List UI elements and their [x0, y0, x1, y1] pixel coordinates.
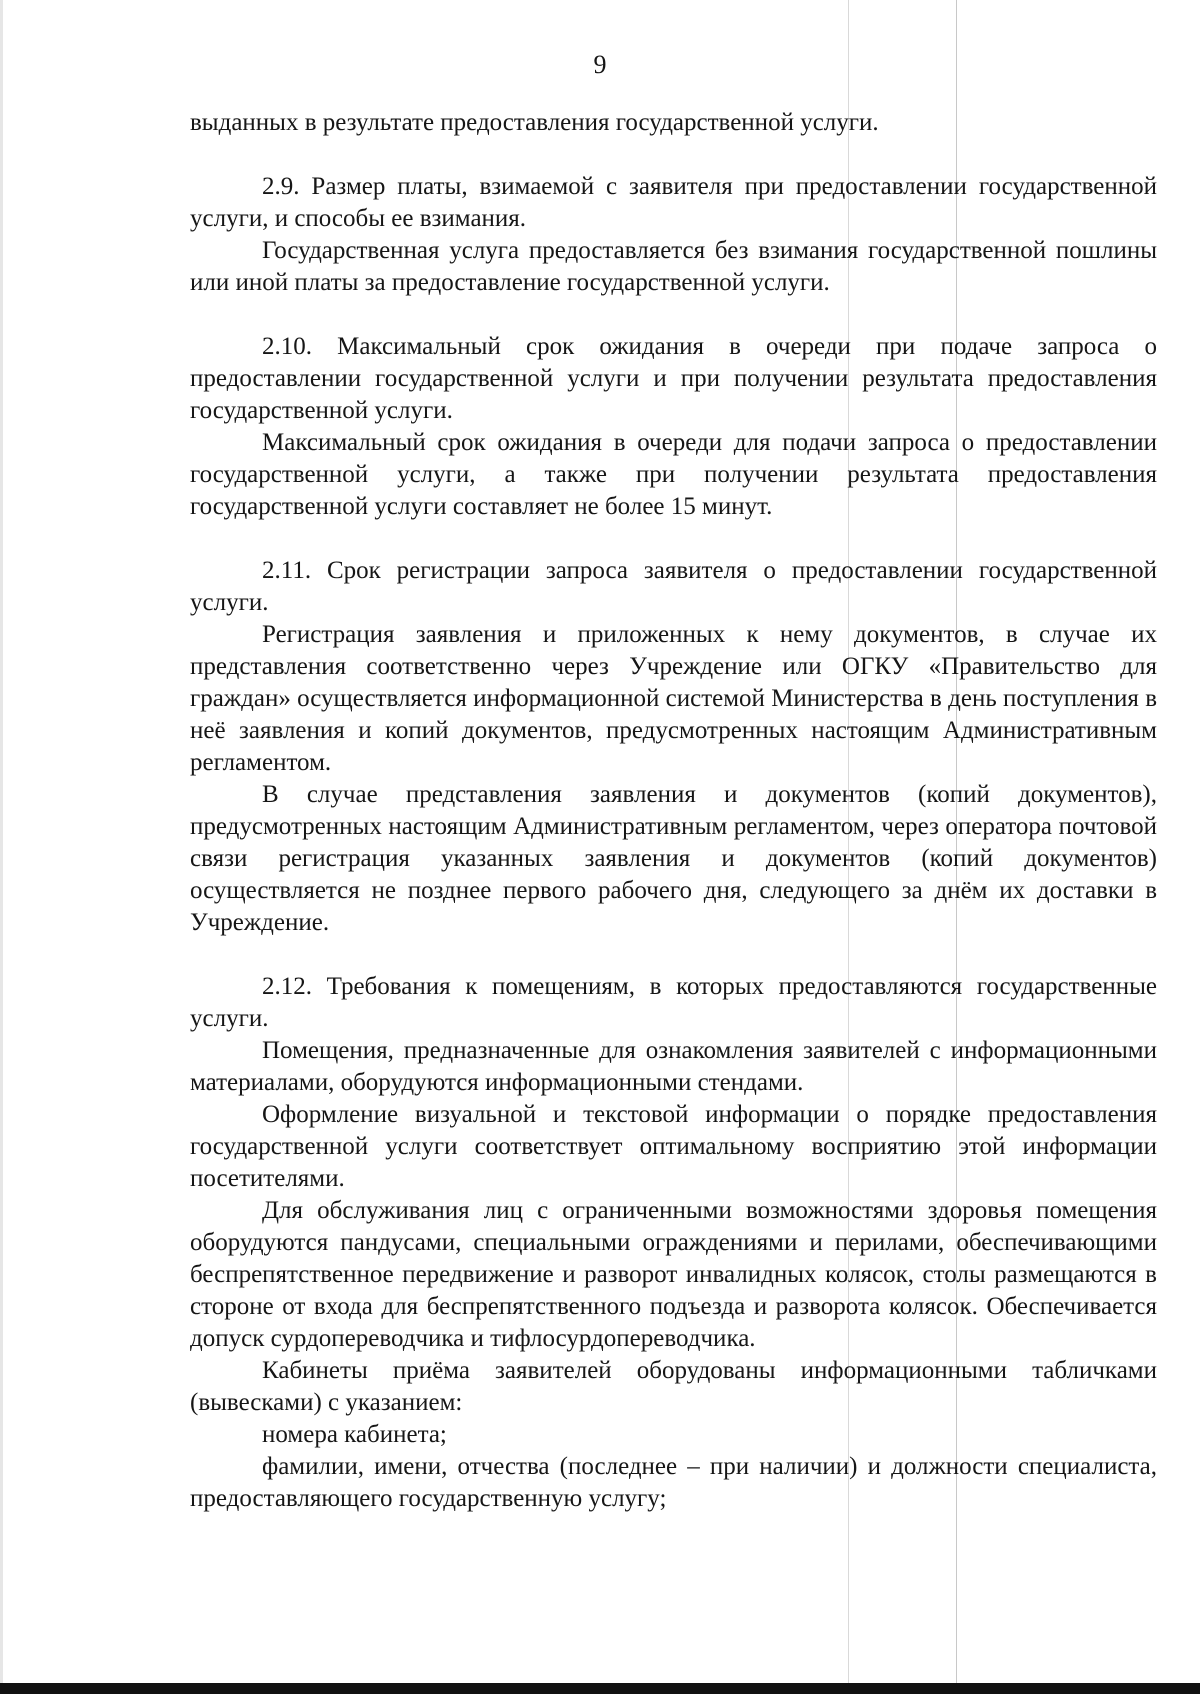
- paragraph-gap: [190, 299, 1157, 331]
- paragraph: 2.10. Максимальный срок ожидания в очереди при подаче запроса о предоставлении государственной услуги и при получении результата предоставления государственной услуги.: [190, 333, 1157, 424]
- paragraph: 2.12. Требования к помещениям, в которых предоставляются государственные услуги.: [190, 973, 1157, 1032]
- paragraph: 2.11. Срок регистрации запроса заявителя о предоставлении государственной услуги.: [190, 557, 1157, 616]
- scan-left-edge: [0, 0, 3, 1694]
- paragraph: 2.9. Размер платы, взимаемой с заявителя при предоставлении государственной услуги, и способы ее взимания.: [190, 173, 1157, 232]
- scan-bottom-edge: [0, 1683, 1200, 1694]
- page-number: 9: [593, 50, 607, 79]
- paragraph: фамилии, имени, отчества (последнее – при наличии) и должности специалиста, предоставляющего государственную услугу;: [190, 1453, 1157, 1512]
- paragraph: Регистрация заявления и приложенных к нему документов, в случае их представления соответственно через Учреждение или ОГКУ «Правительство для граждан» осуществляется информационной системой Министерства в день поступления в неё заявления и копий документов, предусмотренных настоящим Административным регламентом.: [190, 621, 1157, 776]
- paragraph: выданных в результате предоставления государственной услуги.: [190, 109, 879, 136]
- paragraph-gap: [190, 139, 1157, 171]
- paragraph: Кабинеты приёма заявителей оборудованы информационными табличками (вывесками) с указанием:: [190, 1357, 1157, 1416]
- paragraph: Максимальный срок ожидания в очереди для подачи запроса о предоставлении государственной услуги, а также при получении результата предоставления государственной услуги составляет не более 15 минут.: [190, 429, 1157, 520]
- paragraph: номера кабинета;: [262, 1421, 447, 1448]
- paragraph: Государственная услуга предоставляется без взимания государственной пошлины или иной платы за предоставление государственной услуги.: [190, 237, 1157, 296]
- paragraph: Для обслуживания лиц с ограниченными возможностями здоровья помещения оборудуются пандусами, специальными ограждениями и перилами, обеспечивающими беспрепятственное передвижение и разворот инвалидных колясок, столы размещаются в стороне от входа для беспрепятственного подъезда и разворота колясок. Обеспечивается допуск сурдопереводчика и тифлосурдопереводчика.: [190, 1197, 1157, 1352]
- paragraph: Помещения, предназначенные для ознакомления заявителей с информационными материалами, оборудуются информационными стендами.: [190, 1037, 1157, 1096]
- paragraph-gap: [190, 523, 1157, 555]
- paragraph: Оформление визуальной и текстовой информации о порядке предоставления государственной услуги соответствует оптимальному восприятию этой информации посетителями.: [190, 1101, 1157, 1192]
- paragraph-gap: [190, 939, 1157, 971]
- paragraph: В случае представления заявления и документов (копий документов), предусмотренных настоящим Административным регламентом, через оператора почтовой связи регистрация указанных заявления и документов (копий документов) осуществляется не позднее первого рабочего дня, следующего за днём их доставки в Учреждение.: [190, 781, 1157, 936]
- document-body: [190, 107, 1157, 1515]
